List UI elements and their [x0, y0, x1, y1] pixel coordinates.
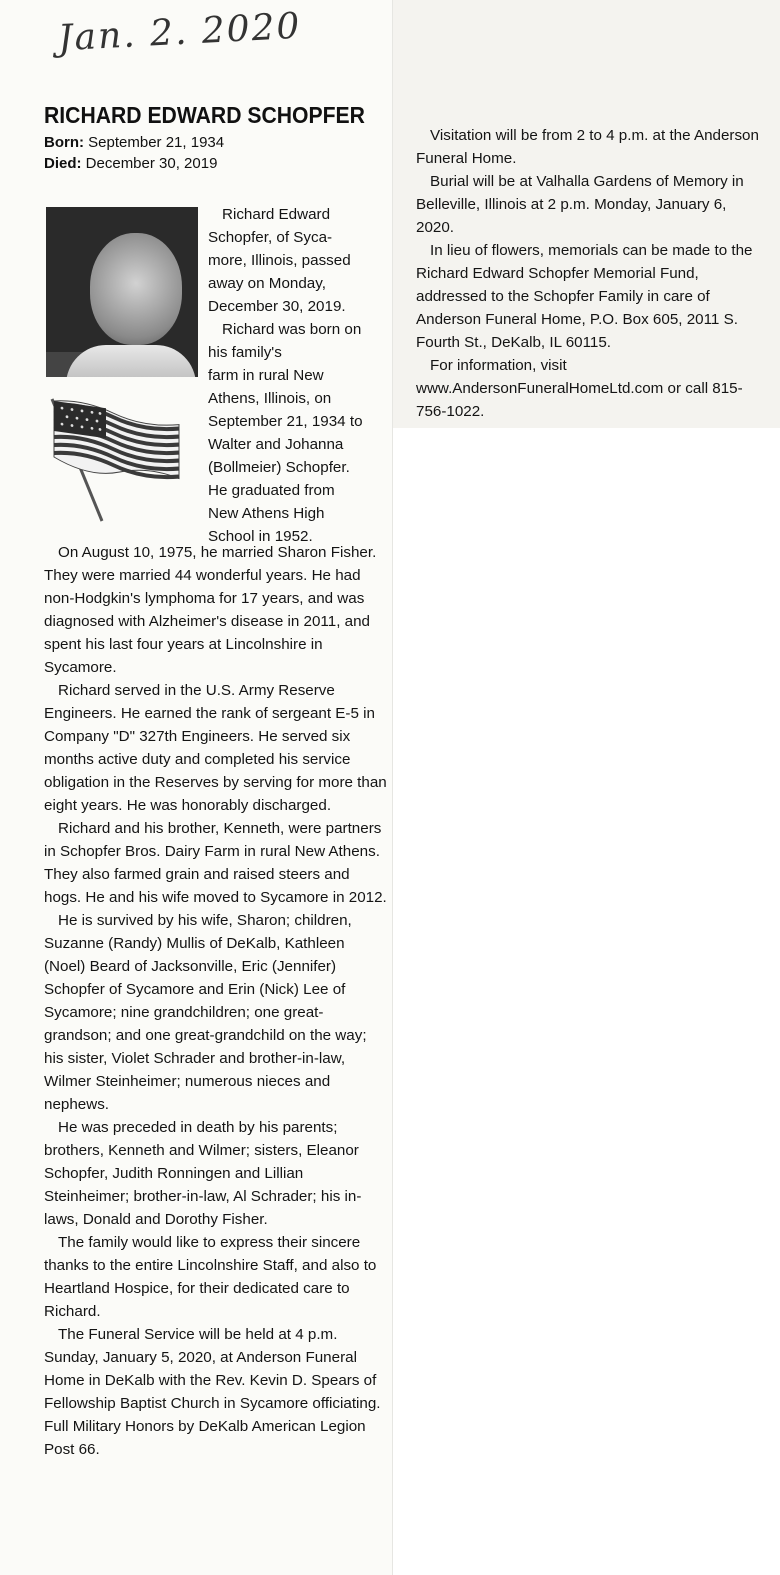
- body-paragraph-funeral: The Funeral Service will be held at 4 p.m. Sunday, January 5, 2020, at Anderson Funeral Home in DeKalb with the Rev. Kevin D. Spears of Fellowship Baptist Church in Sycamore officiating. Full Military Honors by DeKalb American Legion Post 66.: [44, 1326, 381, 1458]
- portrait-photo: [46, 207, 198, 377]
- wrap-line: Richard was born on: [222, 321, 362, 338]
- wrap-line: Schopfer, of Syca-: [208, 229, 333, 246]
- died-label: Died:: [44, 155, 82, 172]
- body-paragraph-military: Richard served in the U.S. Army Reserve Engineers. He earned the rank of sergeant E-5 in Company "D" 327th Engineers. He served six months active duty and completed his service obligation in the Reserves by serving for more than eight years. He was honorably discharged.: [44, 682, 387, 814]
- services-burial: Burial will be at Valhalla Gardens of Memory in Belleville, Illinois at 2 p.m. Monday, January 6, 2020.: [416, 173, 744, 236]
- body-paragraph-survivors: He is survived by his wife, Sharon; children, Suzanne (Randy) Mullis of DeKalb, Kathleen (Noel) Beard of Jacksonville, Eric (Jennifer) Schopfer of Sycamore and Erin (Nick) Lee of Sycamore; nine grandchildren; one great-grandson; and one great-grandchild on the way; his sister, Violet Schrader and brother-in-law, Wilmer Steinheimer; numerous nieces and nephews.: [44, 912, 367, 1113]
- services-memorials: In lieu of flowers, memorials can be made to the Richard Edward Schopfer Memorial Fund, addressed to the Schopfer Family in care of Anderson Funeral Home, P.O. Box 605, 2011 S. Fourth St., DeKalb, IL 60115.: [416, 242, 753, 351]
- wrap-line: September 21, 1934 to: [208, 413, 363, 430]
- american-flag-icon: [46, 393, 186, 525]
- body-paragraph-thanks: The family would like to express their sincere thanks to the entire Lincolnshire Staff, and also to Heartland Hospice, for their dedicated care to Richard.: [44, 1234, 377, 1320]
- wrap-line: New Athens High: [208, 505, 325, 522]
- born-date: September 21, 1934: [88, 134, 225, 151]
- services-visitation: Visitation will be from 2 to 4 p.m. at the Anderson Funeral Home.: [416, 127, 759, 167]
- wrap-line: Athens, Illinois, on: [208, 390, 332, 407]
- obituary-name: RICHARD EDWARD SCHOPFER: [44, 102, 365, 128]
- died-line: [44, 155, 224, 176]
- wrap-line: more, Illinois, passed: [208, 252, 351, 269]
- wrap-line: farm in rural New: [208, 367, 324, 384]
- wrap-line: away on Monday,: [208, 275, 326, 292]
- wrap-line: He graduated from: [208, 482, 335, 499]
- died-date: December 30, 2019: [85, 155, 218, 172]
- obituary-services: [416, 124, 766, 423]
- born-label: Born:: [44, 134, 84, 151]
- wrap-line: Walter and Johanna: [208, 436, 344, 453]
- services-information: For information, visit www.AndersonFuneralHomeLtd.com or call 815-756-1022.: [416, 357, 743, 420]
- wrap-line: School in 1952.: [208, 528, 313, 545]
- handwritten-date: Jan. 2. 2020: [57, 5, 303, 60]
- body-paragraph-preceded: He was preceded in death by his parents; brothers, Kenneth and Wilmer; sisters, Eleanor Schopfer, Judith Ronningen and Lillian Steinheimer; brother-in-law, Al Schrader; his in-laws, Donald and Dorothy Fisher.: [44, 1119, 362, 1228]
- born-line: [44, 134, 224, 155]
- wrap-line: (Bollmeier) Schopfer.: [208, 459, 350, 476]
- body-paragraph-farm: Richard and his brother, Kenneth, were partners in Schopfer Bros. Dairy Farm in rural New Athens. They also farmed grain and raised steers and hogs. He and his wife moved to Sycamore in 2012.: [44, 820, 387, 906]
- wrap-line: December 30, 2019.: [208, 298, 346, 315]
- vital-dates: [44, 134, 224, 176]
- body-paragraph-marriage: On August 10, 1975, he married Sharon Fisher. They were married 44 wonderful years. He had non-Hodgkin's lymphoma for 17 years, and was diagnosed with Alzheimer's disease in 2011, and spent his last four years at Lincolnshire in Sycamore.: [44, 544, 377, 676]
- wrap-line: his family's: [208, 344, 282, 361]
- wrap-line: Richard Edward: [222, 206, 331, 223]
- obituary-body: [44, 541, 389, 1461]
- obituary-intro-wrap: [208, 203, 383, 548]
